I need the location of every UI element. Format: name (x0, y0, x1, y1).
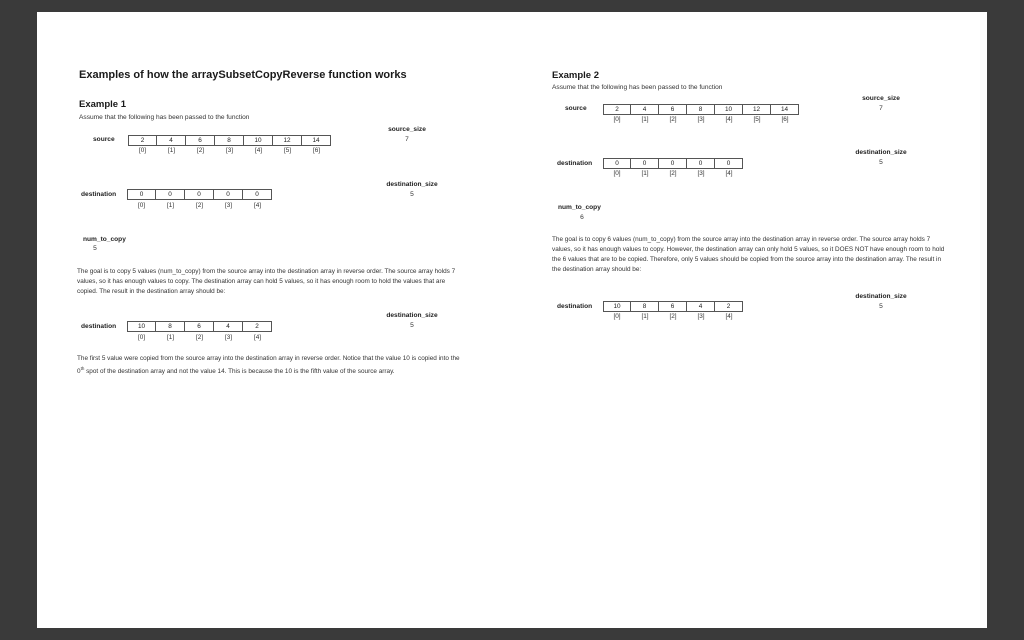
destination-size-value: 5 (410, 191, 414, 198)
destination-size-value: 5 (410, 322, 414, 329)
array-index: [4] (254, 147, 263, 154)
array-cell: 4 (214, 321, 243, 332)
array-cell: 2 (715, 301, 743, 312)
example1-intro: Assume that the following has been passed to the function (79, 114, 250, 121)
array-cell: 8 (687, 104, 715, 115)
array-cell: 0 (687, 158, 715, 169)
notice-text-a: The first 5 value were copied from the source array into the destination array in reverse order. Notice that the value 10 is copied into the 0 (77, 355, 460, 376)
array-cell: 2 (128, 135, 157, 146)
source-array (603, 104, 799, 115)
array-index: [2] (669, 170, 677, 177)
array-index: [1] (641, 313, 649, 320)
array-index: [2] (195, 202, 204, 209)
array-index: [4] (725, 116, 733, 123)
array-cell: 0 (243, 189, 272, 200)
array-index: [5] (283, 147, 292, 154)
destination-label: destination (81, 323, 117, 330)
destination-array-initial (127, 189, 272, 200)
array-cell: 0 (715, 158, 743, 169)
source-size-value: 7 (405, 136, 409, 143)
array-cell: 8 (631, 301, 659, 312)
array-cell: 0 (127, 189, 156, 200)
source-size-label: source_size (388, 126, 426, 133)
destination-size-label: destination_size (386, 312, 438, 319)
array-index: [2] (196, 147, 205, 154)
array-cell: 0 (214, 189, 243, 200)
source-size-label: source_size (862, 95, 900, 102)
array-index: [3] (224, 202, 233, 209)
array-index: [2] (669, 313, 677, 320)
array-cell: 10 (244, 135, 273, 146)
source-indices (128, 147, 331, 154)
array-cell: 12 (743, 104, 771, 115)
array-index: [1] (166, 202, 175, 209)
array-cell: 4 (687, 301, 715, 312)
array-cell: 0 (185, 189, 214, 200)
destination-size-label: destination_size (855, 293, 907, 300)
array-index: [1] (641, 170, 649, 177)
destination-label: destination (557, 160, 593, 167)
notice-superscript: th (80, 366, 85, 371)
array-cell: 12 (273, 135, 302, 146)
destination-indices (127, 202, 272, 209)
array-index: [6] (781, 116, 789, 123)
array-index: [4] (253, 202, 262, 209)
source-label: source (565, 105, 587, 112)
array-index: [0] (138, 147, 147, 154)
destination-size-label: destination_size (386, 181, 438, 188)
array-index: [0] (137, 202, 146, 209)
page-title: Examples of how the arraySubsetCopyReverse function works (79, 69, 407, 81)
array-cell: 14 (302, 135, 331, 146)
array-index: [1] (166, 334, 175, 341)
num-to-copy-value: 5 (93, 245, 97, 252)
example2-intro: Assume that the following has been passed to the function (552, 84, 723, 91)
array-cell: 0 (603, 158, 631, 169)
array-cell: 6 (185, 321, 214, 332)
destination-label: destination (557, 303, 593, 310)
array-index: [4] (253, 334, 262, 341)
destination-array-initial (603, 158, 743, 169)
destination-indices (603, 313, 743, 320)
array-cell: 2 (243, 321, 272, 332)
array-index: [3] (225, 147, 234, 154)
array-index: [4] (725, 313, 733, 320)
array-cell: 0 (659, 158, 687, 169)
destination-array-result (603, 301, 743, 312)
destination-label: destination (81, 191, 117, 198)
array-cell: 10 (715, 104, 743, 115)
array-index: [5] (753, 116, 761, 123)
array-cell: 6 (659, 104, 687, 115)
destination-indices (603, 170, 743, 177)
array-index: [3] (697, 116, 705, 123)
array-index: [3] (697, 170, 705, 177)
array-index: [6] (312, 147, 321, 154)
num-to-copy-value: 6 (580, 214, 584, 221)
source-array (128, 135, 331, 146)
destination-size-value: 5 (879, 159, 883, 166)
array-index: [1] (641, 116, 649, 123)
example1-notice (77, 354, 467, 377)
array-cell: 10 (603, 301, 631, 312)
array-index: [0] (137, 334, 146, 341)
example2-title: Example 2 (552, 70, 599, 81)
destination-array-result (127, 321, 272, 332)
array-index: [2] (669, 116, 677, 123)
document-page (37, 12, 987, 628)
array-cell: 8 (156, 321, 185, 332)
array-index: [0] (613, 116, 621, 123)
array-cell: 4 (157, 135, 186, 146)
destination-size-label: destination_size (855, 149, 907, 156)
array-cell: 6 (659, 301, 687, 312)
num-to-copy-label: num_to_copy (558, 204, 601, 211)
example1-explanation: The goal is to copy 5 values (num_to_copy) from the source array into the destination array in reverse order. The source array holds 7 values, so it has enough values to copy. The destination array can hold 5 values, so it has enough room to hold the values that are copied. The result in the destination array should be: (77, 268, 456, 295)
array-index: [4] (725, 170, 733, 177)
array-index: [2] (195, 334, 204, 341)
example2-explanation: The goal is to copy 6 values (num_to_copy) from the source array into the destination array in reverse order. The source array holds 7 values, so it has enough values to copy. However, the destination array can only hold 5 values, so it DOES NOT have enough room to hold the 6 values that are to be copied. Therefore, only 5 values should be copied from the source array into the destination array. The result in the destination array should be: (552, 236, 945, 273)
num-to-copy-label: num_to_copy (83, 236, 126, 243)
destination-size-value: 5 (879, 303, 883, 310)
array-cell: 0 (631, 158, 659, 169)
array-cell: 6 (186, 135, 215, 146)
array-cell: 10 (127, 321, 156, 332)
array-cell: 8 (215, 135, 244, 146)
array-index: [0] (613, 313, 621, 320)
source-indices (603, 116, 799, 123)
array-index: [3] (697, 313, 705, 320)
source-label: source (93, 136, 115, 143)
source-size-value: 7 (879, 105, 883, 112)
destination-indices (127, 334, 272, 341)
array-cell: 4 (631, 104, 659, 115)
array-cell: 0 (156, 189, 185, 200)
example1-title: Example 1 (79, 99, 126, 110)
array-cell: 2 (603, 104, 631, 115)
notice-text-b: spot of the destination array and not the value 14. This is because the 10 is the fifth value of the source array. (84, 368, 395, 376)
array-index: [0] (613, 170, 621, 177)
array-index: [3] (224, 334, 233, 341)
array-cell: 14 (771, 104, 799, 115)
array-index: [1] (167, 147, 176, 154)
